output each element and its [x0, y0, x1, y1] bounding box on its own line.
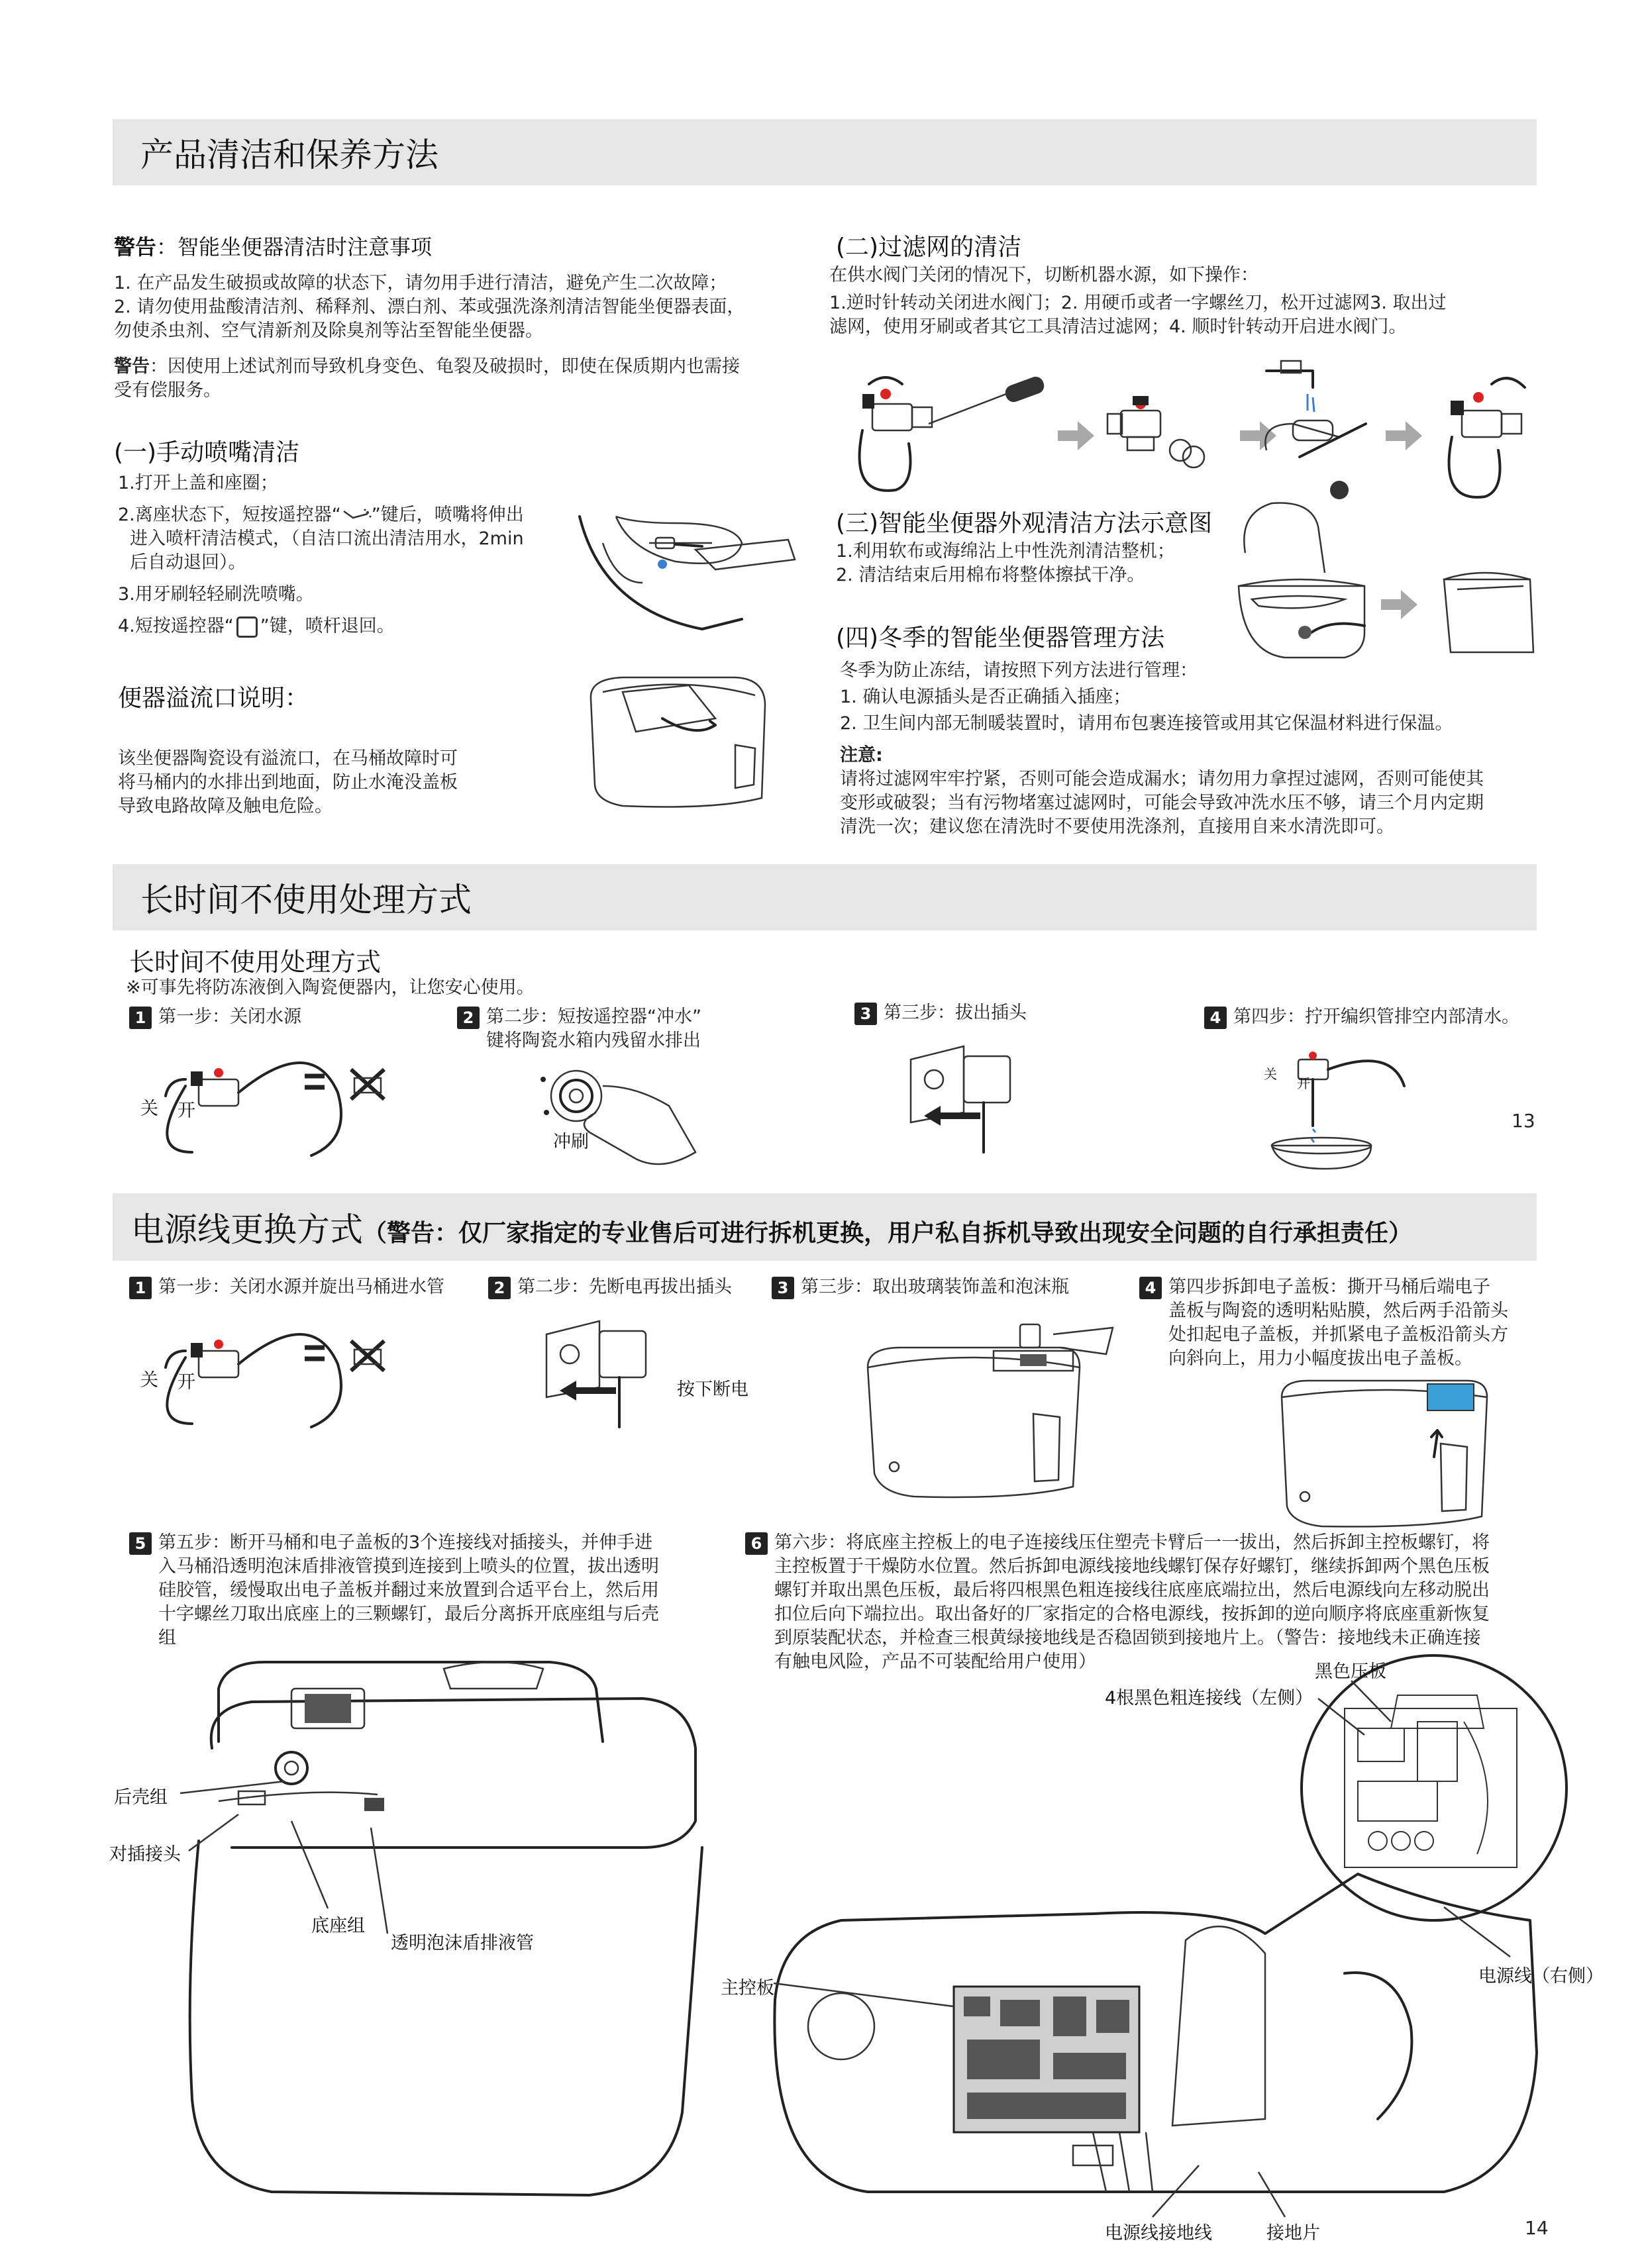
step-text: 处扣起电子盖板，并抓紧电子盖板沿箭头方	[1168, 1324, 1508, 1345]
main-board-label: 主控板	[721, 1978, 774, 1998]
nozzle-step-text: ”键后，喷嘴将伸出	[371, 505, 524, 525]
step-number: 1	[129, 1007, 152, 1029]
open-label: 开	[178, 1101, 195, 1121]
step-text: 到原装配状态，并检查三根黄绿接地线是否稳固锁到接地片上。（警告：接地线未正确连接	[774, 1628, 1481, 1648]
step-number: 1	[129, 1277, 152, 1299]
ground-wire-label: 电源线接地线	[1105, 2223, 1212, 2243]
winter-line: 2. 卫生间内部无制暖装置时，请用布包裹连接管或用其它保温材料进行保温。	[840, 713, 1453, 734]
black-plate-label: 黑色压板	[1315, 1661, 1386, 1682]
step-text: 第二步：短按遥控器“冲水”	[486, 1007, 701, 1027]
step-text: 组	[158, 1628, 176, 1648]
close-label-2: 关	[1264, 1066, 1277, 1082]
long-time-subtitle: 长时间不使用处理方式	[129, 948, 382, 977]
section-title: 电源线更换方式	[131, 1210, 363, 1249]
step-text-2: 键将陶瓷水箱内残留水排出	[486, 1030, 701, 1051]
step-number: 4	[1204, 1007, 1227, 1029]
step-text: 硅胶管，缓慢取出电子盖板并翻过来放置到合适平台上，然后用	[158, 1580, 659, 1601]
winter-title: (四)冬季的智能坐便器管理方法	[836, 624, 1165, 652]
filter-line: 1.逆时针转动关闭进水阀门；2. 用硬币或者一字螺丝刀，松开过滤网3. 取出过	[829, 293, 1447, 313]
long-time-note: ※可事先将防冻液倒入陶瓷便器内，让您安心使用。	[126, 977, 535, 998]
base-label: 底座组	[311, 1916, 365, 1936]
exterior-line: 1.利用软布或海绵沾上中性洗剂清洁整机；	[836, 541, 1175, 562]
nozzle-title: (一)手动喷嘴清洁	[114, 439, 300, 466]
step-text: 十字螺丝刀取出底座上的三颗螺钉，最后分离拆开底座组与后壳	[158, 1604, 659, 1624]
warning2-text-2: 受有偿服务。	[114, 380, 221, 401]
note-line: 清洗一次；建议您在清洗时不要使用洗涤剂，直接用自来水清洗即可。	[840, 816, 1394, 837]
open-label: 开	[178, 1372, 195, 1393]
section-title: 产品清洁和保养方法	[140, 136, 438, 174]
close-label: 关	[140, 1370, 158, 1391]
overflow-line: 将马桶内的水排出到地面，防止水淹没盖板	[118, 772, 458, 793]
nozzle-step: 后自动退回）。	[130, 552, 246, 573]
step-text: 第五步：断开马桶和电子盖板的3个连接线对插接头，并伸手进	[158, 1532, 653, 1553]
warning-label: 警告	[114, 234, 157, 260]
power-cord-label: 电源线（右侧）	[1478, 1966, 1604, 1987]
step-text: 第一步：关闭水源并旋出马桶进水管	[158, 1277, 444, 1297]
nozzle-step-text: 2.离座状态下，短按遥控器“	[118, 505, 341, 525]
nozzle-step-text: 4.短按遥控器“	[118, 616, 234, 636]
nozzle-step-text: ”键，喷杆退回。	[260, 616, 395, 636]
nozzle-step: 进入喷杆清洁模式，（自洁口流出清洁用水，2min	[130, 528, 524, 549]
note-line: 变形或破裂；当有污物堵塞过滤网时，可能会导致冲洗水压不够，请三个月内定期	[840, 793, 1484, 813]
exterior-line: 2. 清洁结束后用棉布将整体擦拭干净。	[836, 565, 1145, 585]
filter-title: (二)过滤网的清洁	[836, 234, 1022, 261]
power-off-label: 按下断电	[677, 1379, 748, 1400]
close-label: 关	[140, 1099, 158, 1119]
warning-item: 勿使杀虫剂、空气清新剂及除臭剂等沾至智能坐便器。	[114, 320, 543, 341]
ground-plate-label: 接地片	[1266, 2223, 1320, 2243]
step-text: 第四步：拧开编织管排空内部清水。	[1233, 1007, 1519, 1027]
filter-line: 在供水阀门关闭的情况下，切断机器水源，如下操作：	[829, 265, 1259, 285]
flush-label: 冲刷	[553, 1132, 589, 1152]
step-text: 盖板与陶瓷的透明粘贴膜，然后两手沿箭头	[1168, 1301, 1508, 1321]
overflow-line: 该坐便器陶瓷设有溢流口，在马桶故障时可	[118, 748, 458, 769]
four-wires-label: 4根黑色粗连接线（左侧）	[1105, 1688, 1313, 1708]
page-number: 13	[1512, 1110, 1535, 1132]
step-text: 第六步：将底座主控板上的电子连接线压住塑壳卡臂后一一拔出，然后拆卸主控板螺钉，将	[774, 1532, 1490, 1553]
open-label-2: 开	[1297, 1075, 1310, 1091]
drain-pipe-label: 透明泡沫盾排液管	[391, 1933, 534, 1953]
note-label: 注意:	[840, 745, 883, 765]
winter-line: 冬季为防止冻结，请按照下列方法进行管理：	[840, 660, 1198, 681]
step-text: 第一步：关闭水源	[158, 1007, 301, 1027]
step-text: 有触电风险，产品不可装配给用户使用）	[774, 1652, 1096, 1672]
filter-line: 滤网，使用牙刷或者其它工具清洁过滤网；4. 顺时针转动开启进水阀门。	[829, 317, 1407, 337]
overflow-line: 导致电路故障及触电危险。	[118, 796, 333, 816]
warning-item: 2. 请勿使用盐酸清洁剂、稀释剂、漂白剂、苯或强洗涤剂清洁智能坐便器表面，	[114, 297, 745, 317]
step-number: 3	[772, 1277, 794, 1299]
step-text: 扣位后向下端拉出。取出备好的厂家指定的合格电源线，按拆卸的逆向顺序将底座重新恢复	[774, 1604, 1490, 1624]
connector-label: 对插接头	[109, 1844, 181, 1865]
step-text: 主控板置于干燥防水位置。然后拆卸电源线接地线螺钉保存好螺钉，继续拆卸两个黑色压板	[774, 1556, 1490, 1577]
step-text: 向斜向上，用力小幅度拔出电子盖板。	[1168, 1348, 1472, 1369]
step-text: 第三步：拔出插头	[884, 1003, 1027, 1023]
step-text: 第四步拆卸电子盖板：撕开马桶后端电子	[1168, 1277, 1490, 1297]
step-text: 第三步：取出玻璃装饰盖和泡沫瓶	[801, 1277, 1069, 1297]
step-number: 6	[745, 1532, 768, 1555]
warning-heading-text: ：智能坐便器清洁时注意事项	[156, 234, 433, 260]
step-number: 2	[488, 1277, 511, 1299]
exterior-title: (三)智能坐便器外观清洁方法示意图	[836, 510, 1213, 537]
section-title: 长时间不使用处理方式	[140, 881, 472, 919]
step-number: 5	[129, 1532, 152, 1555]
step-number: 3	[854, 1003, 877, 1025]
overflow-title: 便器溢流口说明：	[118, 685, 309, 712]
step-text: 螺钉并取出黑色压板，最后将四根黑色粗连接线往底座底端拉出，然后电源线向左移动脱出	[774, 1580, 1490, 1601]
page-number: 14	[1525, 2217, 1549, 2239]
section-title-warning: （警告：仅厂家指定的专业售后可进行拆机更换，用户私自拆机导致出现安全问题的自行承担责任）	[363, 1220, 1413, 1247]
nozzle-step: 1.打开上盖和座圈；	[118, 473, 278, 493]
step-number: 2	[457, 1007, 480, 1029]
rear-shell-label: 后壳组	[114, 1787, 168, 1808]
warning-item: 1. 在产品发生破损或故障的状态下，请勿用手进行清洁，避免产生二次故障；	[114, 273, 727, 293]
warning2-text: ：因使用上述试剂而导致机身变色、龟裂及破损时，即使在保质期内也需接	[150, 356, 740, 377]
winter-line: 1. 确认电源插头是否正确插入插座；	[840, 687, 1131, 707]
warning2-label: 警告	[114, 356, 150, 377]
step-text: 第二步：先断电再拔出插头	[517, 1277, 732, 1297]
step-text: 入马桶沿透明泡沫盾排液管摸到连接到上喷头的位置，拔出透明	[158, 1556, 659, 1577]
note-line: 请将过滤网牢牢拧紧，否则可能会造成漏水；请勿用力拿捏过滤网，否则可能使其	[840, 769, 1484, 789]
nozzle-step: 3.用牙刷轻轻刷洗喷嘴。	[118, 584, 314, 605]
step-number: 4	[1139, 1277, 1162, 1299]
